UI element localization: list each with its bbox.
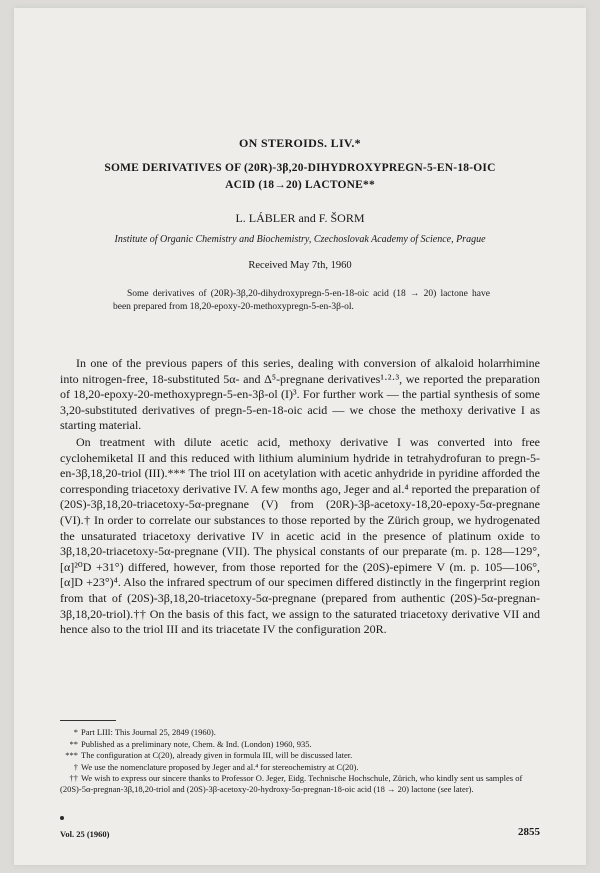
footnote-text: The configuration at C(20), already given in formula III, will be discussed later.	[81, 750, 353, 761]
bullet-dot-icon	[60, 816, 64, 820]
footnote-text: Published as a preliminary note, Chem. & Ind. (London) 1960, 935.	[81, 738, 312, 749]
footnote	[60, 727, 540, 738]
footnote-text: Part LIII: This Journal 25, 2849 (1960).	[81, 727, 216, 737]
footnote	[60, 762, 540, 773]
footnote-text: We use the nomenclature proposed by Jeger and al.⁴ for stereochemistry at C(20).	[81, 761, 359, 772]
authors: L. LÁBLER and F. ŠORM	[235, 211, 365, 225]
article-subtitle	[0, 160, 600, 194]
institute: Institute of Organic Chemistry and Biochemistry, Czechoslovak Academy of Science, Prague	[114, 234, 486, 245]
paragraph-1: In one of the previous papers of this series, dealing with conversion of alkaloid holarrhimine into nitrogen-free, 18-substituted 5α- and Δ⁵-pregnane derivatives¹·²·³, we reported the preparation of 18,20-epoxy-20-methoxypregn-5-en-3β-ol (I)³. For further work — the partial synthesis of some 3,20-substituted derivatives of pregn-5-en-18-oic acid — we chose the methoxy derivative I as starting material.	[60, 356, 540, 433]
body-text	[60, 356, 540, 638]
subtitle-line-2: ACID (18→20) LACTONE**	[225, 179, 375, 191]
footnote-text: We wish to express our sincere thanks to Professor O. Jeger, Eidg. Technische Hochschule, Zürich, who kindly sent us samples of (20S)-5α-pregnan-3β,18,20-triol and (20S)-3β-acetoxy-20-hydroxy-5α-pregnan-18-oic acid (18 → 20) lactone (see later).	[60, 773, 523, 794]
footnote-mark: ††	[69, 773, 78, 784]
received-date: Received May 7th, 1960	[248, 260, 352, 271]
footnote-mark: *	[73, 727, 78, 737]
footnote-mark: **	[69, 738, 78, 749]
subtitle-line-1: SOME DERIVATIVES OF (20R)-3β,20-DIHYDROXYPREGN-5-EN-18-OIC	[104, 162, 496, 174]
footnote	[60, 773, 540, 794]
article-title: ON STEROIDS. LIV.*	[239, 136, 361, 150]
page-number: 2855	[518, 826, 540, 838]
footnote-divider	[60, 720, 116, 721]
abstract	[113, 288, 490, 313]
footnote-mark: †	[73, 761, 78, 772]
footnotes	[60, 727, 540, 796]
volume-label: Vol. 25 (1960)	[60, 829, 110, 839]
footnote	[60, 750, 540, 761]
abstract-text: Some derivatives of (20R)-3β,20-dihydroxypregn-5-en-18-oic acid (18 → 20) lactone have been prepared from 18,20-epoxy-20-methoxypregn-5-en-3β-ol.	[113, 289, 490, 312]
paragraph-2: On treatment with dilute acetic acid, methoxy derivative I was converted into free cyclohemiketal II and this reduced with lithium aluminium hydride in tetrahydrofuran to pregn-5-en-3β,18,20-triol (III).*** The triol III on acetylation with acetic anhydride in pyridine afforded the corresponding triacetoxy derivative IV. A few months ago, Jeger and al.⁴ reported the preparation of (20S)-3β,18,20-triacetoxy-5α-pregnane (V) from (20R)-3β-acetoxy-18,20-epoxy-5α-pregnane (VI).† In order to correlate our substances to those reported by the Zürich group, we hydrogenated the unsaturated triacetoxy derivative IV in acetic acid in the presence of platinum oxide to 3β,18,20-triacetoxy-5α-pregnane (VII). The physical constants of our preparate (m. p. 128—129°, [α]²⁰D +31°) differed, however, from those reported for the (20S)-epimere V (m. p. 105—106°, [α]D +23°)⁴. Also the infrared spectrum of our specimen differed distinctly in the fingerprint region from that of (20S)-3β,18,20-triacetoxy-5α-pregnane (prepared from authentic (20S)-5α-pregnan-3β,18,20-triol).†† On the basis of this fact, we assign to the saturated triacetoxy derivative VII and hence also to the triol III and its triacetate IV the configuration 20R.	[60, 434, 540, 637]
footnote-mark: ***	[65, 750, 78, 761]
footnote	[60, 739, 540, 750]
